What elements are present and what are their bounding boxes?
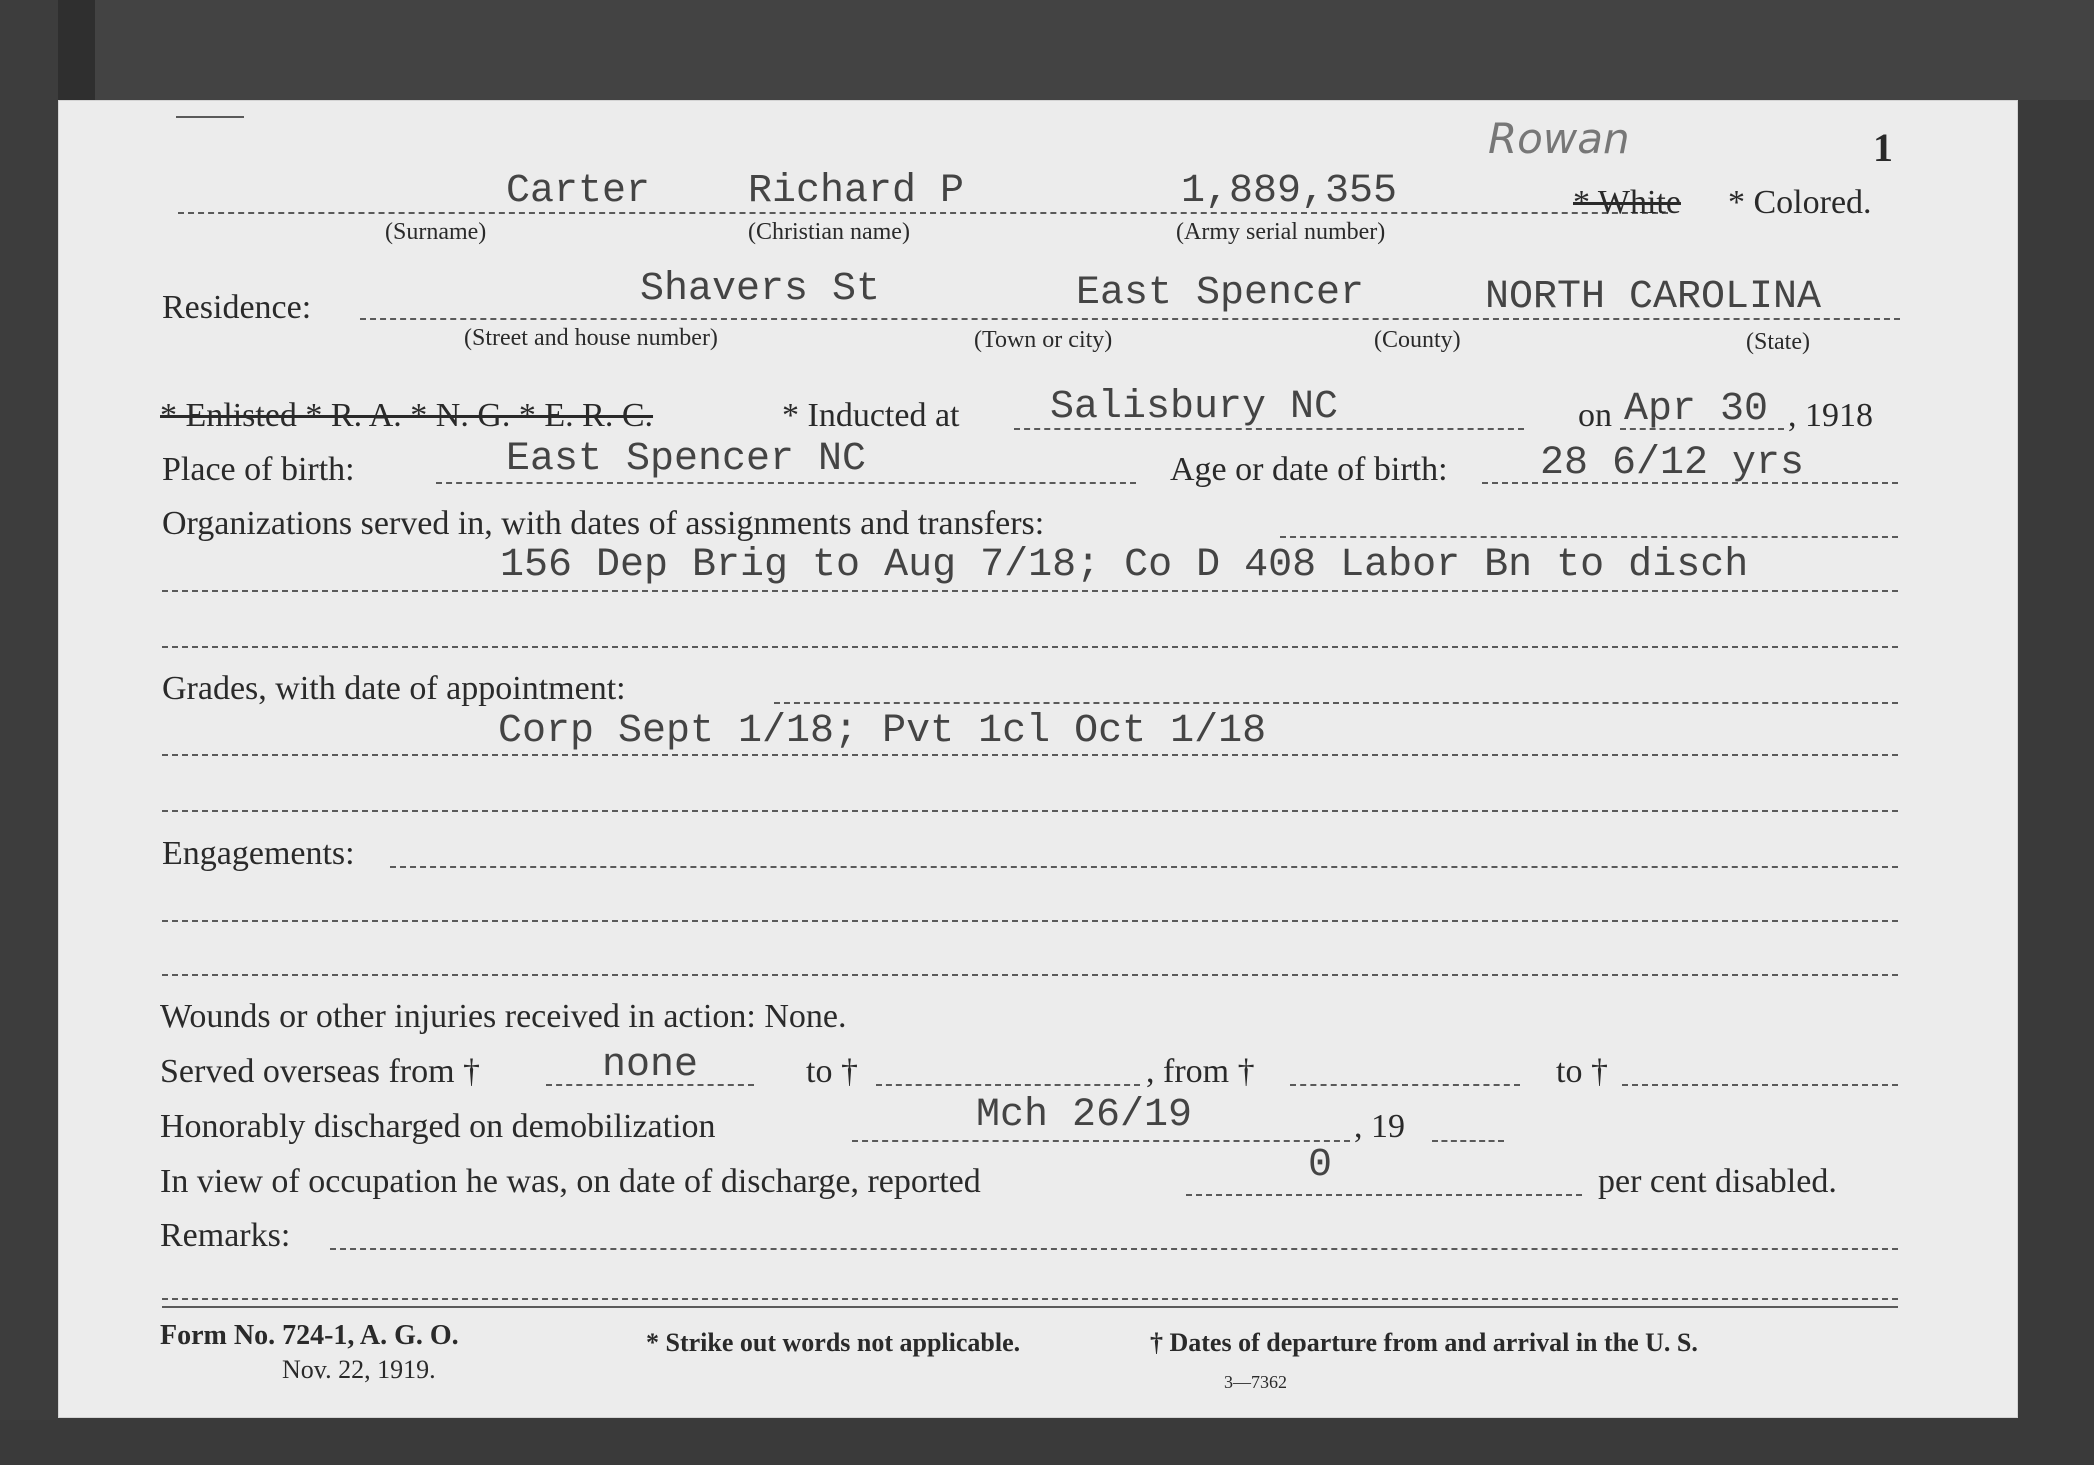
grades-line-3 — [162, 810, 1898, 812]
overseas-to-line-2 — [1622, 1084, 1898, 1086]
state-value: NORTH CAROLINA — [1485, 275, 1822, 320]
top-left-rule — [176, 116, 244, 118]
discharge-date-value: Mch 26/19 — [976, 1093, 1193, 1138]
footer-rule — [162, 1306, 1898, 1308]
organizations-line-1 — [1280, 536, 1898, 538]
place-of-birth-label: Place of birth: — [162, 451, 355, 488]
form-number: Form No. 724-1, A. G. O. — [160, 1320, 459, 1351]
town-caption: (Town or city) — [974, 327, 1113, 353]
service-record-card — [58, 100, 2018, 1418]
grades-value: Corp Sept 1/18; Pvt 1cl Oct 1/18 — [498, 709, 1267, 754]
engagements-line-1 — [390, 866, 1898, 868]
overseas-to-line — [876, 1084, 1140, 1086]
on-label: on — [1578, 397, 1612, 434]
state-caption: (State) — [1746, 329, 1810, 355]
form-date: Nov. 22, 1919. — [282, 1355, 436, 1384]
dates-of-departure-note: † Dates of departure from and arrival in the U. S. — [1150, 1328, 1698, 1357]
surname-value: Carter — [506, 169, 651, 214]
christian-name-caption: (Christian name) — [748, 219, 910, 245]
serial-number-caption: (Army serial number) — [1176, 219, 1386, 245]
served-overseas-label: Served overseas from † — [160, 1053, 481, 1090]
disability-label: In view of occupation he was, on date of discharge, reported — [160, 1163, 981, 1200]
overseas-to-label: to † — [806, 1053, 858, 1090]
disability-line — [1186, 1194, 1582, 1196]
residence-label: Residence: — [162, 289, 312, 326]
scanner-background-bottom — [0, 1420, 2094, 1465]
engagements-label: Engagements: — [162, 835, 355, 872]
place-of-birth-value: East Spencer NC — [506, 437, 867, 482]
induction-date-value: Apr 30 — [1624, 387, 1769, 432]
engagements-line-3 — [162, 974, 1898, 976]
grades-label: Grades, with date of appointment: — [162, 670, 626, 707]
grades-line-2 — [162, 754, 1898, 756]
disability-suffix: per cent disabled. — [1598, 1163, 1837, 1200]
inducted-at-label: * Inducted at — [782, 397, 960, 434]
scanner-background-left — [0, 0, 58, 1465]
street-caption: (Street and house number) — [464, 325, 718, 351]
age-label: Age or date of birth: — [1170, 451, 1448, 488]
remarks-label: Remarks: — [160, 1217, 291, 1254]
white-label: * White — [1573, 184, 1681, 221]
age-value: 28 6/12 yrs — [1540, 441, 1805, 486]
corner-number: 1 — [1873, 125, 1893, 170]
christian-name-value: Richard P — [748, 169, 965, 214]
overseas-from-value: none — [602, 1043, 699, 1088]
organizations-line-3 — [162, 646, 1898, 648]
induction-year: , 1918 — [1788, 397, 1873, 434]
grades-line-1 — [774, 702, 1898, 704]
discharge-year-label: , 19 — [1354, 1108, 1405, 1145]
organizations-value: 156 Dep Brig to Aug 7/18; Co D 408 Labor Bn to disch — [500, 543, 1749, 588]
place-of-birth-line — [436, 482, 1136, 484]
overseas-to-label-2: to † — [1556, 1053, 1608, 1090]
serial-number-value: 1,889,355 — [1181, 169, 1398, 214]
wounds-label: Wounds or other injuries received in action: None. — [160, 998, 847, 1035]
strike-out-note: * Strike out words not applicable. — [646, 1328, 1021, 1357]
county-handwritten-note: Rowan — [1488, 114, 1630, 163]
engagements-line-2 — [162, 920, 1898, 922]
discharge-year-line — [1432, 1140, 1504, 1142]
enlisted-options-label: * Enlisted * R. A. * N. G. * E. R. C. — [160, 397, 654, 434]
discharge-date-line — [852, 1140, 1350, 1142]
print-code: 3—7362 — [1224, 1372, 1287, 1392]
organizations-line-2 — [162, 590, 1898, 592]
remarks-line-2 — [162, 1298, 1898, 1300]
colored-label: * Colored. — [1728, 184, 1872, 221]
town-value: East Spencer — [1076, 271, 1365, 316]
county-caption: (County) — [1374, 327, 1461, 353]
overseas-from-line-2 — [1290, 1084, 1520, 1086]
inducted-place-value: Salisbury NC — [1050, 385, 1339, 430]
organizations-label: Organizations served in, with dates of assignments and transfers: — [162, 505, 1045, 542]
disability-value: 0 — [1308, 1143, 1333, 1188]
remarks-line-1 — [330, 1248, 1898, 1250]
overseas-from-label-2: , from † — [1146, 1053, 1255, 1090]
scanner-background-top — [0, 0, 2094, 100]
surname-caption: (Surname) — [385, 219, 487, 245]
discharge-label: Honorably discharged on demobilization — [160, 1108, 716, 1145]
street-value: Shavers St — [640, 267, 881, 312]
